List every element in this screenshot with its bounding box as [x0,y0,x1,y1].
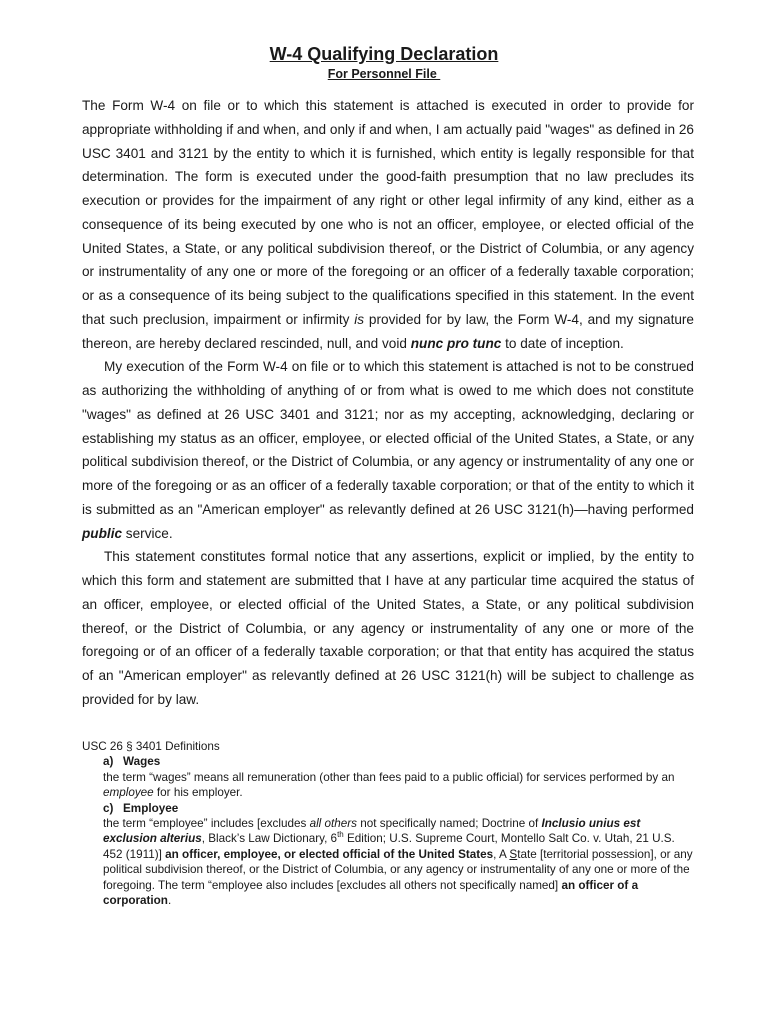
document-title: W-4 Qualifying Declaration [269,44,499,64]
paragraph-1: The Form W-4 on file or to which this statement is attached is executed in order to provide for appropriate withholding if and when, and only if and when, I am actually paid "wages" as defined in 26 USC 3401 and 3121 by the entity to which it is furnished, which entity is legally responsible for that determination. The form is executed under the good-faith presumption that no law precludes its execution or provides for the impairment of any right or other legal infirmity of any kind, either as a consequence of its being executed by one who is not an officer, employee, or elected official of the United States, a State, or any political subdivision thereof, or the District of Columbia, or any agency or instrumentality of any one or more of the foregoing or an officer of a federally taxable corporation; or as a consequence of its being subject to the qualifications specified in this statement. In the event that such preclusion, impairment or infirmity is provided for by law, the Form W-4, and my signature thereon, are hereby declared rescinded, null, and void nunc pro tunc to date of inception. [82,98,694,351]
document-subtitle: For Personnel File [327,67,441,81]
definition-label: c) Employee [103,801,179,815]
definition-wages [103,754,694,800]
declaration-body [82,94,694,712]
paragraph-3: This statement constitutes formal notice that any assertions, explicit or implied, by the entity to which this form and statement are submitted that I have at any particular time acquired the status of an officer, employee, or elected official of the United States, a State, or any political subdivision thereof, or the District of Columbia, or any agency or instrumentality of any one or more of the foregoing or of an officer of a federally taxable corporation; or that that entity has acquired the status of an "American employer" as relevantly defined at 26 USC 3121(h) will be subject to challenge as provided for by law. [82,549,694,707]
definitions-heading: USC 26 § 3401 Definitions [82,740,220,753]
definition-text: the term “wages” means all remuneration (other than fees paid to a public official) for services performed by an employee for his employer. [103,770,675,800]
definition-employee [103,801,694,909]
definition-text: the term “employee” includes [excludes all others not specifically named; Doctrine of Inclusio unius est exclusion alterius, Black’s Law Dictionary, 6th Edition; U.S. Supreme Court, Montello Salt Co. v. Utah, 21 U.S. 452 (1911)] an officer, employee, or elected official of the United States, A State [territorial possession], or any political subdivision thereof, or the District of Columbia, or any agency or instrumentality of any one or more of the foregoing. The term “employee also includes [excludes all others not specifically named] an officer of a corporation. [103,817,693,908]
paragraph-2: My execution of the Form W-4 on file or to which this statement is attached is not to be construed as authorizing the withholding of anything of or from what is owed to me which does not constitute "wages" as defined at 26 USC 3401 and 3121; nor as my accepting, acknowledging, declaring or establishing my status as an officer, employee, or elected official of the United States, a State, or any political subdivision thereof, or the District of Columbia, or any agency or instrumentality of any one or more of the foregoing or as an officer of a federally taxable corporation; or that of the entity to which it is submitted as an "American employer" as relevantly defined at 26 USC 3121(h)—having performed public service. [82,359,694,541]
definition-label: a) Wages [103,755,161,769]
definitions-section [82,739,694,908]
